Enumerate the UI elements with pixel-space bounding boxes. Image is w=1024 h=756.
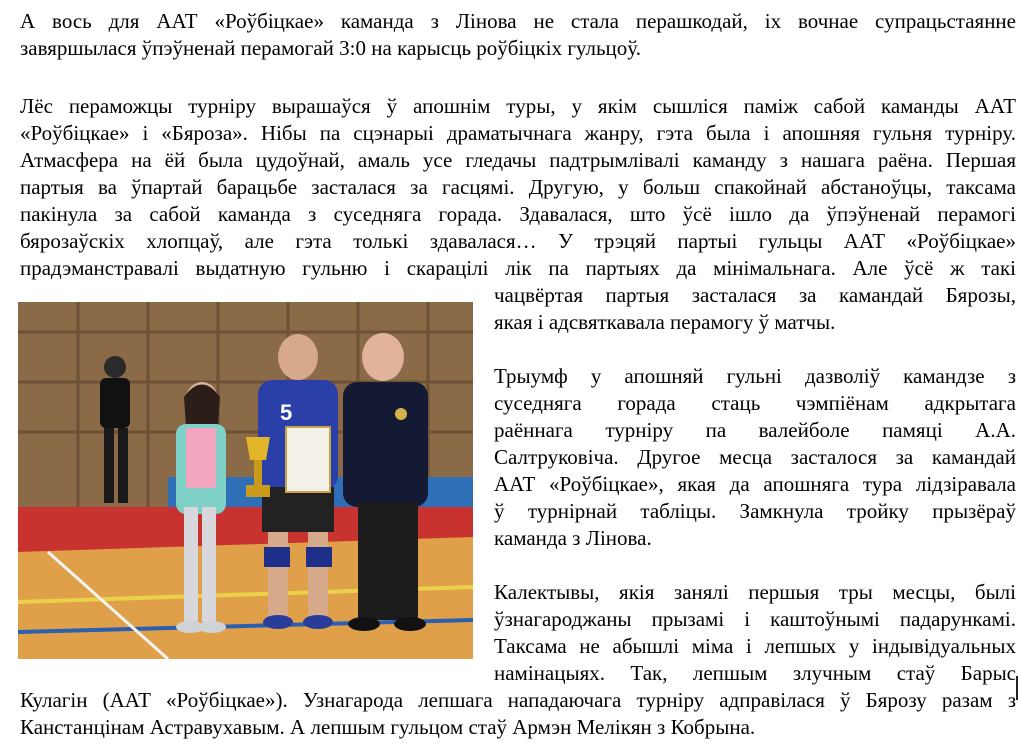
text-cursor: [1016, 676, 1018, 700]
text-line: ўзнагароджаны прызамі і каштоўнымі падарункамі.: [494, 607, 1016, 631]
text-line: завяршылася ўпэўненай перамогай 3:0 на карысць роўбіцкіх гульцоў.: [20, 36, 641, 60]
jersey-number: 5: [280, 400, 293, 425]
text-line: пакінула за сабой каманда з суседняга горада. Здавалася, што ўсё ішло да ўпэўненай перамогі: [20, 202, 1016, 226]
text-line: Атмасфера на ёй была цудоўнай, амаль усе гледачы падтрымлівалі каманду з нашага раёна. Першая: [20, 148, 1016, 172]
text-line: Салтруковіча. Другое месца засталося за камандай: [494, 445, 1016, 469]
text-line: Калектывы, якія занялі першыя тры месцы, былі: [494, 580, 1016, 604]
text-line: якая і адсвяткавала перамогу ў матчы.: [494, 310, 836, 334]
diploma: [286, 427, 330, 492]
text-line: Трыумф у апошняй гульні дазволіў камандзе з: [494, 364, 1016, 388]
text-line: ў турнірнай табліцы. Замкнула тройку прызёраў: [494, 499, 1016, 523]
text-line: Лёс пераможцы турніру вырашаўся ў апошнім туры, у якім сышліся паміж сабой каманды ААТ: [20, 94, 1016, 118]
text-line: каманда з Лінова.: [494, 526, 652, 550]
text-line: суседняга горада стаць чэмпіёнам адкрытага: [494, 391, 1016, 415]
text-line: А вось для ААТ «Роўбіцкае» каманда з Лінова не стала перашкодай, іх вочнае супрацьстаянне: [20, 9, 1016, 33]
text-line: раённага турніру па валейболе памяці А.А.: [494, 418, 1016, 442]
text-line: чацвёртая партыя засталася за камандай Бярозы,: [494, 283, 1016, 307]
text-line: бярозаўскіх хлопцаў, але гэта толькі здавалася… У трэцяй партыі гульцы ААТ «Роўбіцкае»: [20, 229, 1016, 253]
text-line: Таксама не абышлі міма і лепшых у індывідуальных: [494, 634, 1016, 658]
text-line: ААТ «Роўбіцкае», якая да апошняга тура лідзіравала: [494, 472, 1016, 496]
text-line: намінацыях. Так, лепшым злучным стаў Барыс: [494, 661, 1016, 685]
text-line: Канстанцінам Астравухавым. А лепшым гульцом стаў Армэн Мелікян з Кобрына.: [20, 715, 756, 739]
text-line: прадэманстравалі выдатную гульню і скарацілі лік па партыях да мінімальнага. Але ўсё ж такі: [20, 256, 1016, 280]
text-line: партыя ва ўпартай барацьбе засталася за гасцямі. Другую, у больш спакойнай абстаноўцы, таксама: [20, 175, 1016, 199]
text-line: «Роўбіцкае» і «Бяроза». Нібы па сцэнарыі драматычнага жанру, гэта была і апошняя гульня турніру.: [20, 121, 1016, 145]
text-line: Кулагін (ААТ «Роўбіцкае»). Узнагарода лепшага нападаючага турніру адправілася ў Бярозу разам з: [20, 688, 1016, 712]
award-photo: [18, 302, 473, 659]
